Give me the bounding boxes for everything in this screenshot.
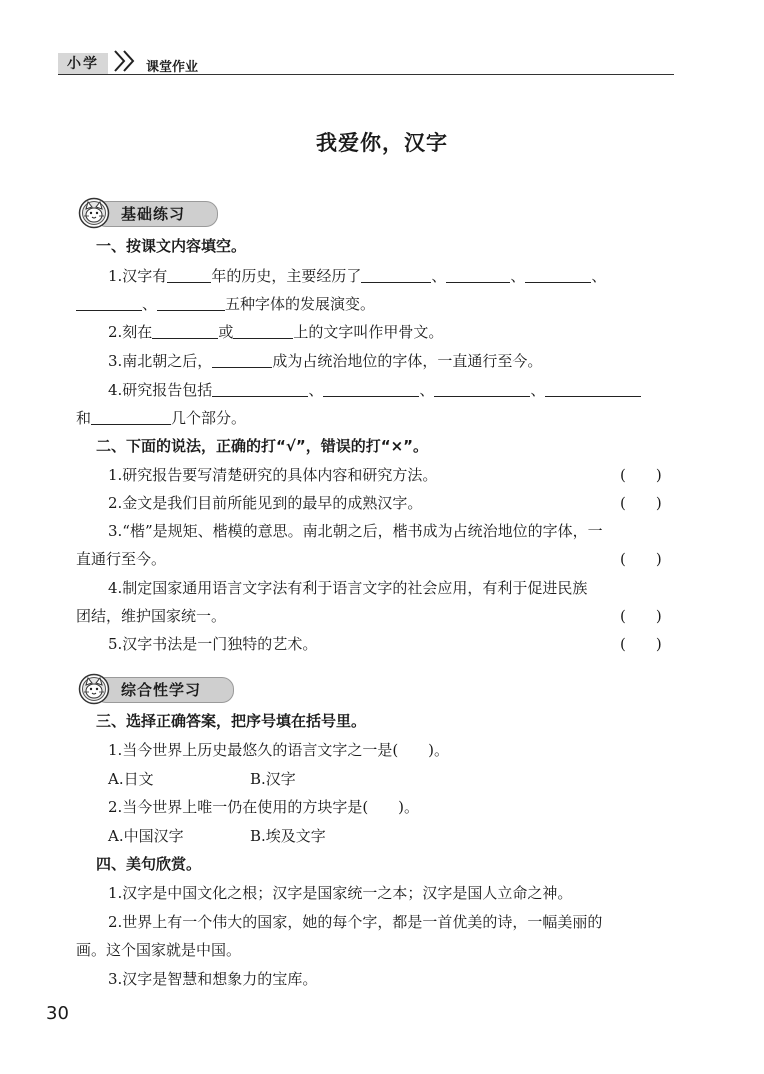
separator: 、 <box>419 381 435 399</box>
fill-blank[interactable] <box>525 266 591 283</box>
header-rule <box>58 74 674 75</box>
q4-item3: 3.汉字是智慧和想象力的宝库。 <box>108 970 318 988</box>
text: 或 <box>218 323 234 341</box>
q3-item2: 2.当今世界上唯一仍在使用的方块字是( )。 <box>108 798 420 816</box>
separator: 、 <box>591 267 607 285</box>
text: 五种字体的发展演变。 <box>225 295 376 313</box>
cat-face-icon <box>78 197 110 229</box>
q3-item2-option-b: B.埃及文字 <box>250 827 326 845</box>
separator: 、 <box>142 295 158 313</box>
fill-blank[interactable] <box>76 294 142 311</box>
q3-item2-option-a: A.中国汉字 <box>108 827 184 845</box>
q2-item4-line1: 4.制定国家通用语言文字法有利于语言文字的社会应用，有利于促进民族 <box>108 579 588 597</box>
fill-blank[interactable] <box>233 322 293 339</box>
q2-item3-line2: 直通行至今。 <box>76 550 167 568</box>
q1-item1-line1 <box>108 266 606 286</box>
fill-blank[interactable] <box>361 266 431 283</box>
text: 几个部分。 <box>171 409 247 427</box>
q4-item1: 1.汉字是中国文化之根；汉字是国家统一之本；汉字是国人立命之神。 <box>108 884 573 902</box>
q2-heading: 二、下面的说法，正确的打“√”，错误的打“×”。 <box>96 437 429 455</box>
text: 上的文字叫作甲骨文。 <box>293 323 444 341</box>
fill-blank[interactable] <box>434 380 530 397</box>
cat-face-icon <box>78 673 110 705</box>
q1-item4-line1 <box>108 380 641 400</box>
separator: 、 <box>510 267 526 285</box>
answer-parentheses[interactable]: ( ) <box>620 466 662 484</box>
badge-label: 综合性学习 <box>121 681 202 699</box>
q4-heading: 四、美句欣赏。 <box>96 855 202 873</box>
text: 成为占统治地位的字体，一直通行至今。 <box>272 352 543 370</box>
fill-blank[interactable] <box>323 380 419 397</box>
text: 年的历史，主要经历了 <box>211 267 362 285</box>
q4-item2-line2: 画。这个国家就是中国。 <box>76 941 242 959</box>
q1-item1-line2 <box>76 294 375 314</box>
q2-item1: 1.研究报告要写清楚研究的具体内容和研究方法。 <box>108 466 438 484</box>
text: 2.刻在 <box>108 323 153 341</box>
q3-item1: 1.当今世界上历史最悠久的语言文字之一是( )。 <box>108 741 450 759</box>
q1-item4-line2 <box>76 408 246 428</box>
page-number: 30 <box>46 1003 69 1024</box>
text: 3.南北朝之后， <box>108 352 213 370</box>
q2-item5: 5.汉字书法是一门独特的艺术。 <box>108 635 318 653</box>
q3-item1-option-a: A.日文 <box>108 770 154 788</box>
badge-pill <box>94 677 234 703</box>
q2-item2: 2.金文是我们目前所能见到的最早的成熟汉字。 <box>108 494 423 512</box>
q3-item1-option-b: B.汉字 <box>250 770 296 788</box>
answer-parentheses[interactable]: ( ) <box>620 607 662 625</box>
badge-pill <box>94 201 218 227</box>
separator: 、 <box>431 267 447 285</box>
grade-level-label: 小学 <box>58 53 108 75</box>
fill-blank[interactable] <box>212 351 272 368</box>
q1-heading: 一、按课文内容填空。 <box>96 237 247 255</box>
fill-blank[interactable] <box>91 408 171 425</box>
answer-parentheses[interactable]: ( ) <box>620 550 662 568</box>
page-header <box>58 47 674 75</box>
separator: 、 <box>530 381 546 399</box>
fill-blank[interactable] <box>446 266 510 283</box>
section-badge-comprehensive <box>78 673 238 705</box>
q1-item3 <box>108 351 542 371</box>
page-title: 我爱你，汉字 <box>316 130 448 155</box>
q3-heading: 三、选择正确答案，把序号填在括号里。 <box>96 712 367 730</box>
q2-item4-line2: 团结，维护国家统一。 <box>76 607 227 625</box>
text: 和 <box>76 409 92 427</box>
double-chevron-icon <box>112 47 142 75</box>
badge-label: 基础练习 <box>121 205 186 223</box>
q2-item3-line1: 3.“楷”是规矩、楷模的意思。南北朝之后，楷书成为占统治地位的字体，一 <box>108 522 603 540</box>
separator: 、 <box>308 381 324 399</box>
answer-parentheses[interactable]: ( ) <box>620 494 662 512</box>
fill-blank[interactable] <box>545 380 641 397</box>
text: 1.汉字有 <box>108 267 168 285</box>
header-subtitle: 课堂作业 <box>146 60 199 75</box>
answer-parentheses[interactable]: ( ) <box>620 635 662 653</box>
fill-blank[interactable] <box>167 266 211 283</box>
section-badge-basic <box>78 197 218 229</box>
fill-blank[interactable] <box>152 322 218 339</box>
q1-item2 <box>108 322 443 342</box>
fill-blank[interactable] <box>157 294 225 311</box>
fill-blank[interactable] <box>212 380 308 397</box>
text: 4.研究报告包括 <box>108 381 213 399</box>
q4-item2-line1: 2.世界上有一个伟大的国家，她的每个字，都是一首优美的诗，一幅美丽的 <box>108 913 603 931</box>
